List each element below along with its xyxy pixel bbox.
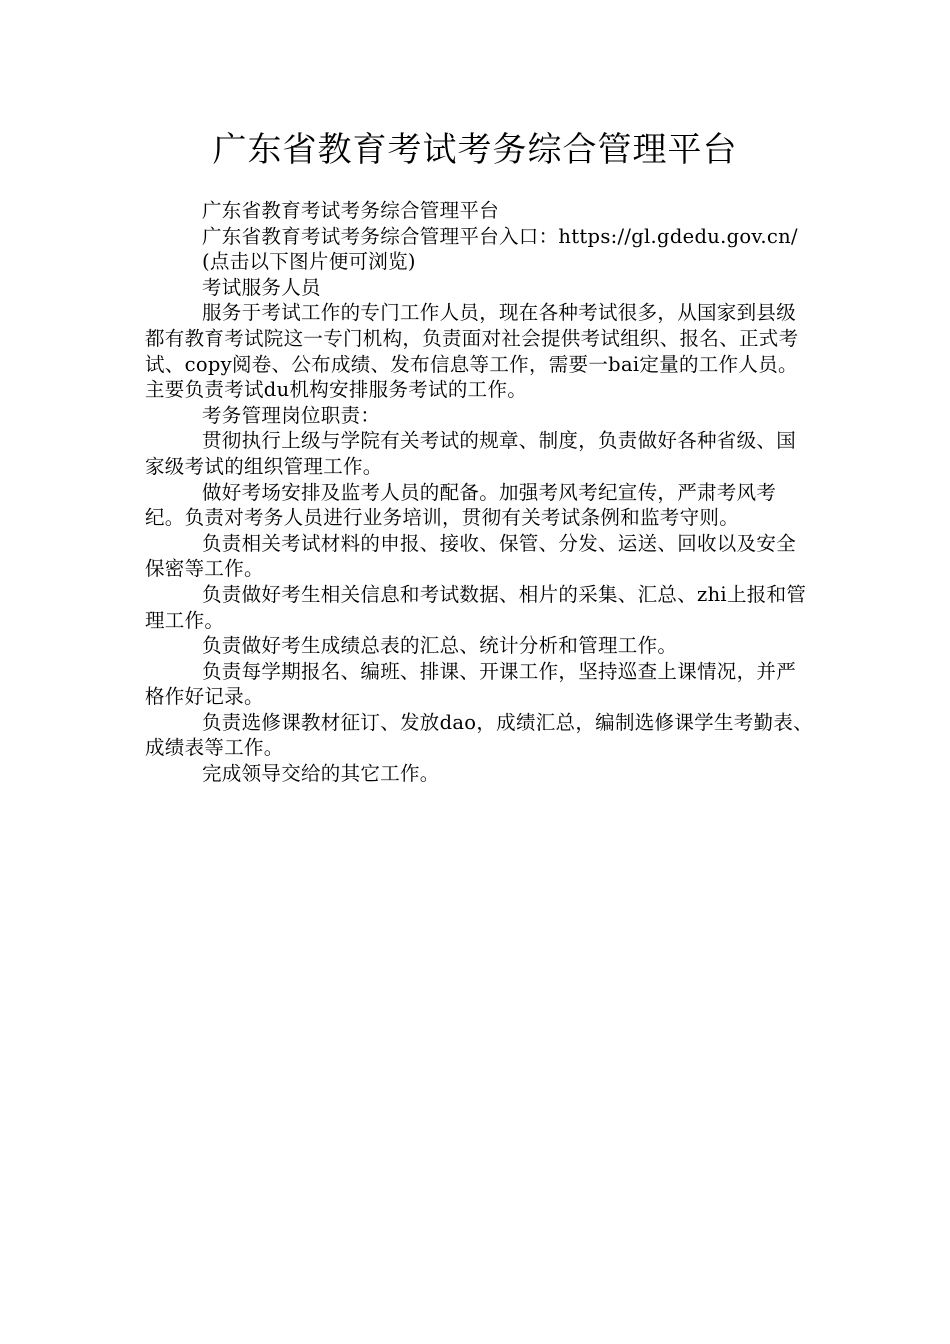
- paragraph-duty-4: 负责做好考生相关信息和考试数据、相片的采集、汇总、zhi上报和管理工作。: [145, 582, 807, 632]
- paragraph-platform-entry-url: 广东省教育考试考务综合管理平台入口：https://gl.gdedu.gov.cn/: [202, 224, 798, 248]
- paragraph-duty-2: 做好考场安排及监考人员的配备。加强考风考纪宣传，严肃考风考纪。负责对考务人员进行业务培训，贯彻有关考试条例和监考守则。: [145, 480, 777, 530]
- paragraph-duty-6: 负责每学期报名、编班、排课、开课工作，坚持巡查上课情况，并严格作好记录。: [145, 659, 797, 709]
- paragraph-duty-7: 负责选修课教材征订、发放dao，成绩汇总，编制选修课学生考勤表、成绩表等工作。: [145, 710, 813, 760]
- document-title: 广东省教育考试考务综合管理平台: [212, 130, 738, 170]
- paragraph-staff-description: 服务于考试工作的专门工作人员，现在各种考试很多，从国家到县级都有教育考试院这一专门机构，负责面对社会提供考试组织、报名、正式考试、copy阅卷、公布成绩、发布信息等工作，需要一bai定量的工作人员。主要负责考试du机构安排服务考试的工作。: [145, 301, 799, 402]
- paragraph-section-heading-duties: 考务管理岗位职责：: [202, 403, 381, 427]
- paragraph-image-hint: (点击以下图片便可浏览): [202, 250, 416, 274]
- paragraph-duty-1: 贯彻执行上级与学院有关考试的规章、制度，负责做好各种省级、国家级考试的组织管理工作。: [145, 429, 797, 478]
- paragraph-platform-name: 广东省教育考试考务综合管理平台: [202, 199, 500, 222]
- paragraph-duty-8: 完成领导交给的其它工作。: [202, 762, 440, 786]
- paragraph-section-heading-staff: 考试服务人员: [202, 275, 321, 299]
- paragraph-duty-3: 负责相关考试材料的申报、接收、保管、分发、运送、回收以及安全保密等工作。: [145, 531, 797, 581]
- document-body: [145, 198, 813, 787]
- paragraph-duty-5: 负责做好考生成绩总表的汇总、统计分析和管理工作。: [202, 634, 678, 658]
